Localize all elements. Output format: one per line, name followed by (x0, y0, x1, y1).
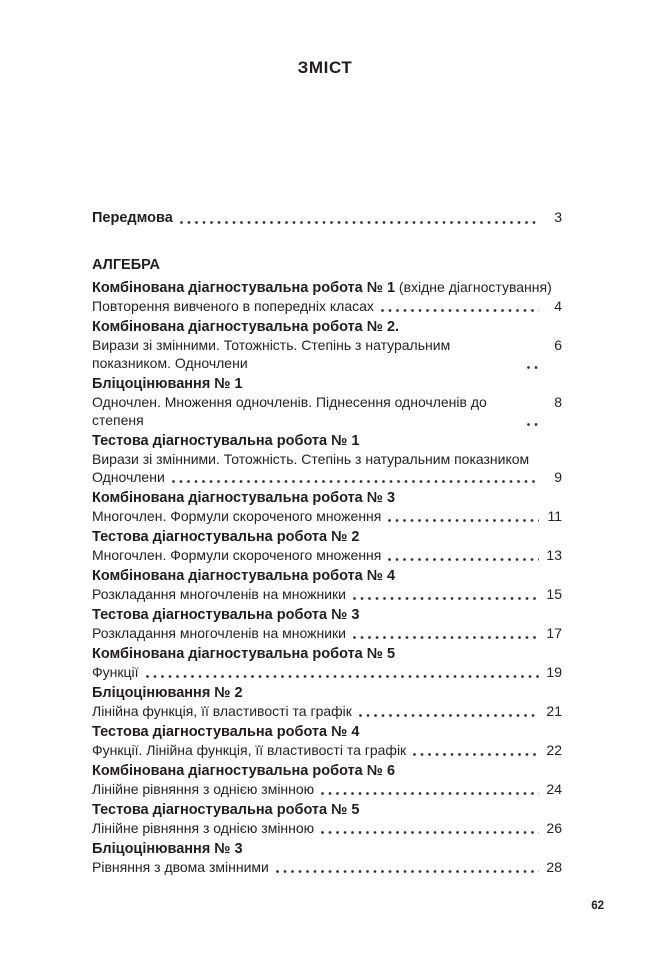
entry-page-number: 24 (546, 781, 562, 797)
toc-entry (92, 432, 562, 486)
dot-leader (388, 558, 539, 561)
page-title: ЗМІСТ (297, 58, 353, 77)
entry-page-number: 9 (554, 469, 562, 485)
toc-entry-title: Комбінована діагностувальна робота № 5 (92, 646, 396, 662)
toc-entry (92, 606, 562, 642)
toc-entry (92, 375, 562, 429)
dot-leader (353, 597, 539, 600)
toc-entry (92, 840, 562, 876)
entry-page-number: 21 (546, 703, 562, 719)
entry-description: Многочлен. Формули скороченого множення (92, 508, 382, 524)
footer-page-number: 62 (591, 900, 604, 912)
entry-page-number: 26 (546, 820, 562, 836)
toc-preface-row (92, 208, 562, 227)
toc-entry-line (92, 507, 562, 525)
dot-leader (276, 870, 539, 873)
dot-leader (413, 753, 539, 756)
entry-page-number: 17 (546, 625, 562, 641)
toc-entry (92, 278, 562, 315)
section-heading-algebra: АЛГЕБРА (92, 257, 161, 273)
entry-description: Вирази зі змінними. Тотожність. Степінь з натуральним показником. Одночлени (92, 337, 451, 371)
entry-description: Функції. Лінійна функція, її властивості та графік (92, 742, 407, 758)
entry-description: Лінійне рівняння з однією змінною (92, 820, 315, 836)
toc-entry-title: Тестова діагностувальна робота № 3 (92, 607, 360, 623)
toc-entry (92, 489, 562, 525)
entry-page-number: 22 (546, 742, 562, 758)
entry-page-number: 13 (546, 547, 562, 563)
toc-entry-line (92, 297, 562, 315)
toc-entry-title: Комбінована діагностувальна робота № 6 (92, 763, 396, 779)
toc-entry-line (92, 780, 562, 798)
toc-entry-title: Комбінована діагностувальна робота № 2. (92, 319, 400, 335)
entry-page-number: 8 (554, 394, 562, 410)
toc-content (92, 208, 562, 876)
entry-page-number: 28 (546, 859, 562, 875)
toc-entry-title: Бліцоцінювання № 1 (92, 376, 243, 392)
toc-entry-line (92, 663, 562, 681)
toc-entry-title: Тестова діагностувальна робота № 5 (92, 802, 360, 818)
dot-leader (146, 675, 539, 678)
dot-leader (321, 792, 539, 795)
toc-entry-line (92, 336, 562, 372)
dot-leader (353, 636, 539, 639)
entry-page-number: 6 (554, 337, 562, 353)
dot-leader (321, 831, 539, 834)
toc-entry-title: Бліцоцінювання № 3 (92, 841, 243, 857)
dot-leader (527, 366, 539, 369)
toc-entry-title: Комбінована діагностувальна робота № 4 (92, 568, 396, 584)
toc-entry-title: Тестова діагностувальна робота № 4 (92, 724, 360, 740)
toc-entry-line (92, 585, 562, 603)
entry-description: Функції (92, 664, 139, 680)
toc-entry-line (92, 393, 562, 429)
toc-entry (92, 645, 562, 681)
toc-entry (92, 762, 562, 798)
toc-entry (92, 723, 562, 759)
entry-description: Розкладання многочленів на множники (92, 586, 346, 602)
toc-entry-line (92, 546, 562, 564)
dot-leader (180, 221, 539, 224)
entry-description: Лінійна функція, її властивості та графік (92, 703, 352, 719)
entry-page-number: 11 (547, 508, 562, 524)
toc-entry-title: Тестова діагностувальна робота № 2 (92, 529, 360, 545)
dot-leader (388, 519, 539, 522)
entry-description: Одночлен. Множення одночленів. Піднесення одночленів до степеня (92, 394, 487, 428)
toc-entry-title (92, 278, 562, 297)
entry-page-number: 15 (546, 586, 562, 602)
preface-label: Передмова (92, 210, 173, 226)
toc-entry (92, 684, 562, 720)
toc-entry-line (92, 858, 562, 876)
toc-entry (92, 567, 562, 603)
toc-entry-title: Тестова діагностувальна робота № 1 (92, 433, 360, 449)
toc-entry (92, 318, 562, 372)
toc-entry (92, 528, 562, 564)
toc-entry-title: Комбінована діагностувальна робота № 3 (92, 490, 396, 506)
entry-title-suffix: (вхідне діагностування) (395, 279, 552, 295)
toc-entry-line (92, 624, 562, 642)
toc-entry-line (92, 468, 562, 486)
entry-description: Многочлен. Формули скороченого множення (92, 547, 382, 563)
entry-description: Рівняння з двома змінними (92, 859, 269, 875)
dot-leader (527, 423, 539, 426)
entry-description: Лінійне рівняння з однією змінною (92, 781, 315, 797)
entry-page-number: 19 (546, 664, 562, 680)
preface-page-number: 3 (554, 209, 562, 225)
toc-entry-title: Бліцоцінювання № 2 (92, 685, 243, 701)
toc-entry-line (92, 702, 562, 720)
dot-leader (381, 309, 539, 312)
dot-leader (172, 480, 539, 483)
toc-entry-line (92, 819, 562, 837)
toc-entry (92, 801, 562, 837)
entry-description-wrap: Вирази зі змінними. Тотожність. Степінь з натуральним показником (92, 451, 530, 467)
entry-description: Повторення вивченого в попередніх класах (92, 298, 374, 314)
entry-page-number: 4 (554, 298, 562, 314)
toc-entry-line (92, 741, 562, 759)
entry-description: Розкладання многочленів на множники (92, 625, 346, 641)
dot-leader (359, 714, 539, 717)
entry-description: Одночлени (92, 469, 165, 485)
entry-title-text: Комбінована діагностувальна робота № 1 (92, 280, 396, 296)
